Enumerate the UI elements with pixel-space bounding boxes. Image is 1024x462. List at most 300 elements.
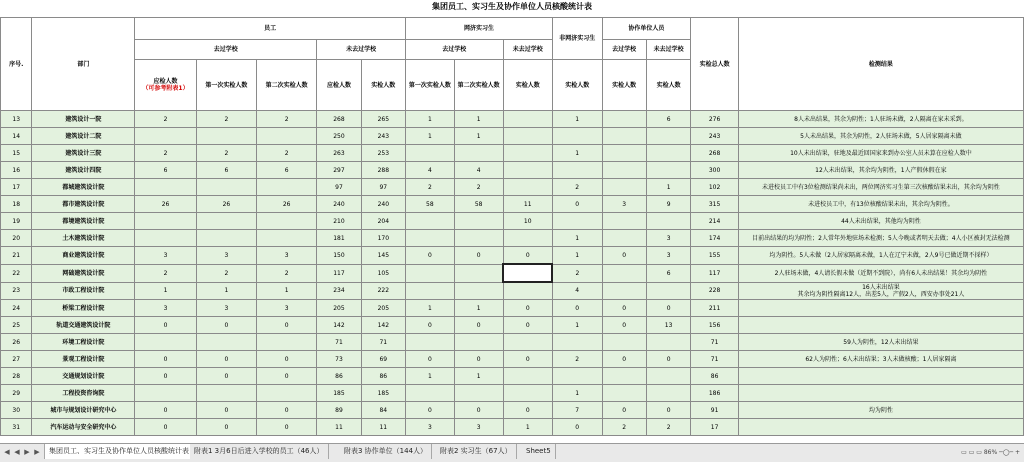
partner-went-cell[interactable] — [602, 213, 646, 230]
dept-cell[interactable]: 工程投资咨询院 — [32, 385, 135, 402]
table-row[interactable] — [1, 334, 1024, 351]
emp-notwent-should-cell[interactable]: 250 — [317, 128, 361, 145]
total-cell[interactable]: 71 — [691, 351, 738, 368]
next-sheet-icon[interactable]: ▶ — [24, 448, 30, 456]
emp-second-cell[interactable]: 6 — [257, 162, 317, 179]
partner-notwent-cell[interactable]: 0 — [646, 300, 691, 317]
emp-should-cell[interactable]: 0 — [135, 419, 197, 436]
partner-went-cell[interactable] — [602, 230, 646, 247]
intern-notwent-cell[interactable]: 0 — [503, 300, 552, 317]
intern-first-cell[interactable]: 3 — [405, 419, 454, 436]
intern-first-cell[interactable]: 1 — [405, 128, 454, 145]
partner-went-cell[interactable] — [602, 282, 646, 300]
emp-notwent-actual-cell[interactable]: 265 — [361, 111, 405, 128]
non-intern-cell[interactable]: 0 — [552, 196, 602, 213]
intern-first-cell[interactable] — [405, 145, 454, 162]
intern-notwent-cell[interactable]: 1 — [503, 419, 552, 436]
emp-notwent-should-cell[interactable]: 234 — [317, 282, 361, 300]
total-cell[interactable]: 91 — [691, 402, 738, 419]
emp-notwent-should-cell[interactable]: 71 — [317, 334, 361, 351]
emp-should-cell[interactable] — [135, 213, 197, 230]
table-body[interactable] — [1, 111, 1024, 436]
dept-cell[interactable]: 都境建筑设计院 — [32, 213, 135, 230]
emp-notwent-should-cell[interactable]: 205 — [317, 300, 361, 317]
partner-went-cell[interactable] — [602, 111, 646, 128]
total-cell[interactable]: 214 — [691, 213, 738, 230]
emp-second-cell[interactable] — [257, 334, 317, 351]
intern-first-cell[interactable] — [405, 282, 454, 300]
partner-notwent-cell[interactable]: 0 — [646, 402, 691, 419]
intern-notwent-cell[interactable] — [503, 230, 552, 247]
emp-second-cell[interactable] — [257, 128, 317, 145]
dept-cell[interactable]: 建筑设计一院 — [32, 111, 135, 128]
result-cell[interactable]: 5人未出结果，其余为阴性，2人驻场未做，5人居家隔离未做 — [738, 128, 1023, 145]
total-cell[interactable]: 243 — [691, 128, 738, 145]
seq-cell[interactable]: 21 — [1, 247, 32, 265]
table-row[interactable] — [1, 317, 1024, 334]
intern-first-cell[interactable] — [405, 385, 454, 402]
seq-cell[interactable]: 23 — [1, 282, 32, 300]
partner-went-cell[interactable] — [602, 162, 646, 179]
non-intern-cell[interactable]: 0 — [552, 419, 602, 436]
emp-should-cell[interactable]: 2 — [135, 145, 197, 162]
emp-should-cell[interactable]: 2 — [135, 111, 197, 128]
emp-notwent-should-cell[interactable]: 185 — [317, 385, 361, 402]
table-row[interactable] — [1, 145, 1024, 162]
result-cell[interactable]: 59人为阴性，12人未出结果 — [738, 334, 1023, 351]
result-cell[interactable]: 12人未出结果，其余均为阴性，1人产假休假在家 — [738, 162, 1023, 179]
emp-notwent-should-cell[interactable]: 210 — [317, 213, 361, 230]
partner-went-cell[interactable] — [602, 128, 646, 145]
partner-notwent-cell[interactable]: 3 — [646, 247, 691, 265]
emp-should-cell[interactable]: 6 — [135, 162, 197, 179]
total-cell[interactable]: 276 — [691, 111, 738, 128]
emp-should-cell[interactable]: 26 — [135, 196, 197, 213]
result-cell[interactable]: 8人未出结果，其余为阴性；1人驻场未做，2人隔离在家未采到。 — [738, 111, 1023, 128]
tab-appendix-1[interactable]: 附表1 3月6日后进入学校的员工（46人） — [190, 444, 329, 459]
intern-second-cell[interactable]: 0 — [454, 402, 503, 419]
table-row[interactable] — [1, 300, 1024, 317]
table-row[interactable] — [1, 196, 1024, 213]
partner-went-cell[interactable] — [602, 145, 646, 162]
emp-first-cell[interactable]: 26 — [196, 196, 256, 213]
sheet-tab-bar[interactable] — [0, 443, 1024, 462]
seq-cell[interactable]: 20 — [1, 230, 32, 247]
result-cell[interactable] — [738, 385, 1023, 402]
dept-cell[interactable]: 景观工程设计院 — [32, 351, 135, 368]
emp-notwent-actual-cell[interactable]: 288 — [361, 162, 405, 179]
partner-notwent-cell[interactable]: 0 — [646, 351, 691, 368]
emp-first-cell[interactable]: 1 — [196, 282, 256, 300]
emp-should-cell[interactable]: 0 — [135, 351, 197, 368]
tab-appendix-2[interactable]: 附表2 实习生（67人） — [436, 444, 517, 459]
emp-notwent-actual-cell[interactable]: 222 — [361, 282, 405, 300]
intern-second-cell[interactable] — [454, 230, 503, 247]
last-sheet-icon[interactable]: ▶ — [34, 448, 40, 456]
emp-notwent-should-cell[interactable]: 268 — [317, 111, 361, 128]
intern-first-cell[interactable]: 0 — [405, 351, 454, 368]
non-intern-cell[interactable]: 1 — [552, 317, 602, 334]
intern-second-cell[interactable]: 1 — [454, 111, 503, 128]
emp-first-cell[interactable] — [196, 334, 256, 351]
table-row[interactable] — [1, 282, 1024, 300]
total-cell[interactable]: 186 — [691, 385, 738, 402]
non-intern-cell[interactable]: 2 — [552, 351, 602, 368]
table-row[interactable] — [1, 368, 1024, 385]
zoom-control[interactable]: ▭ ▭ ▭ 86% ─◯─ + — [961, 449, 1020, 456]
statistics-table[interactable] — [0, 17, 1024, 436]
non-intern-cell[interactable]: 4 — [552, 282, 602, 300]
emp-notwent-should-cell[interactable]: 297 — [317, 162, 361, 179]
partner-went-cell[interactable]: 0 — [602, 317, 646, 334]
emp-notwent-should-cell[interactable]: 97 — [317, 179, 361, 196]
intern-first-cell[interactable]: 4 — [405, 162, 454, 179]
dept-cell[interactable]: 轨道交通建筑设计院 — [32, 317, 135, 334]
emp-notwent-should-cell[interactable]: 263 — [317, 145, 361, 162]
emp-should-cell[interactable] — [135, 334, 197, 351]
total-cell[interactable]: 117 — [691, 264, 738, 282]
intern-second-cell[interactable] — [454, 213, 503, 230]
emp-should-cell[interactable]: 2 — [135, 264, 197, 282]
emp-should-cell[interactable] — [135, 128, 197, 145]
table-row[interactable] — [1, 162, 1024, 179]
partner-went-cell[interactable] — [602, 368, 646, 385]
emp-first-cell[interactable]: 3 — [196, 247, 256, 265]
seq-cell[interactable]: 25 — [1, 317, 32, 334]
non-intern-cell[interactable] — [552, 128, 602, 145]
dept-cell[interactable]: 建筑设计二院 — [32, 128, 135, 145]
emp-second-cell[interactable]: 0 — [257, 419, 317, 436]
emp-first-cell[interactable] — [196, 385, 256, 402]
intern-notwent-cell[interactable] — [503, 162, 552, 179]
dept-cell[interactable]: 市政工程设计院 — [32, 282, 135, 300]
emp-notwent-should-cell[interactable]: 89 — [317, 402, 361, 419]
dept-cell[interactable]: 交通规划设计院 — [32, 368, 135, 385]
dept-cell[interactable]: 桥梁工程设计院 — [32, 300, 135, 317]
emp-notwent-actual-cell[interactable]: 86 — [361, 368, 405, 385]
intern-first-cell[interactable]: 0 — [405, 402, 454, 419]
intern-first-cell[interactable]: 0 — [405, 317, 454, 334]
seq-cell[interactable]: 19 — [1, 213, 32, 230]
table-row[interactable] — [1, 128, 1024, 145]
partner-notwent-cell[interactable]: 13 — [646, 317, 691, 334]
partner-went-cell[interactable]: 2 — [602, 419, 646, 436]
dept-cell[interactable]: 都市建筑设计院 — [32, 196, 135, 213]
seq-cell[interactable]: 28 — [1, 368, 32, 385]
partner-went-cell[interactable]: 3 — [602, 196, 646, 213]
seq-cell[interactable]: 24 — [1, 300, 32, 317]
emp-should-cell[interactable] — [135, 230, 197, 247]
emp-notwent-actual-cell[interactable]: 11 — [361, 419, 405, 436]
emp-notwent-actual-cell[interactable]: 145 — [361, 247, 405, 265]
intern-notwent-cell[interactable] — [503, 179, 552, 196]
intern-first-cell[interactable] — [405, 213, 454, 230]
emp-second-cell[interactable] — [257, 179, 317, 196]
result-cell[interactable] — [738, 317, 1023, 334]
emp-first-cell[interactable] — [196, 213, 256, 230]
table-row[interactable] — [1, 351, 1024, 368]
partner-notwent-cell[interactable]: 2 — [646, 419, 691, 436]
total-cell[interactable]: 315 — [691, 196, 738, 213]
non-intern-cell[interactable] — [552, 368, 602, 385]
emp-second-cell[interactable]: 26 — [257, 196, 317, 213]
prev-sheet-icon[interactable]: ◀ — [14, 448, 20, 456]
non-intern-cell[interactable]: 1 — [552, 247, 602, 265]
total-cell[interactable]: 156 — [691, 317, 738, 334]
total-cell[interactable]: 211 — [691, 300, 738, 317]
result-cell[interactable]: 未进校员工中，有13位核酸结果未出，其余均为阴性。 — [738, 196, 1023, 213]
emp-notwent-should-cell[interactable]: 150 — [317, 247, 361, 265]
intern-second-cell[interactable]: 1 — [454, 368, 503, 385]
partner-notwent-cell[interactable] — [646, 282, 691, 300]
emp-notwent-actual-cell[interactable]: 84 — [361, 402, 405, 419]
seq-cell[interactable]: 15 — [1, 145, 32, 162]
non-intern-cell[interactable]: 2 — [552, 264, 602, 282]
result-cell[interactable]: 均为阴性 — [738, 402, 1023, 419]
emp-second-cell[interactable]: 0 — [257, 317, 317, 334]
dept-cell[interactable]: 环境工程设计院 — [32, 334, 135, 351]
tab-appendix-3[interactable]: 附表3 协作单位（144人） — [340, 444, 432, 459]
dept-cell[interactable]: 都城建筑设计院 — [32, 179, 135, 196]
emp-should-cell[interactable]: 0 — [135, 317, 197, 334]
table-row[interactable] — [1, 213, 1024, 230]
total-cell[interactable]: 155 — [691, 247, 738, 265]
result-cell[interactable] — [738, 300, 1023, 317]
emp-first-cell[interactable]: 2 — [196, 145, 256, 162]
intern-notwent-cell[interactable] — [503, 111, 552, 128]
seq-cell[interactable]: 13 — [1, 111, 32, 128]
first-sheet-icon[interactable]: ◀ — [4, 448, 10, 456]
non-intern-cell[interactable]: 0 — [552, 300, 602, 317]
intern-second-cell[interactable]: 58 — [454, 196, 503, 213]
emp-notwent-actual-cell[interactable]: 105 — [361, 264, 405, 282]
partner-notwent-cell[interactable] — [646, 334, 691, 351]
intern-notwent-cell[interactable]: 10 — [503, 213, 552, 230]
dept-cell[interactable]: 城市与规划设计研究中心 — [32, 402, 135, 419]
emp-notwent-actual-cell[interactable]: 97 — [361, 179, 405, 196]
total-cell[interactable]: 102 — [691, 179, 738, 196]
intern-second-cell[interactable]: 0 — [454, 247, 503, 265]
non-intern-cell[interactable]: 1 — [552, 385, 602, 402]
partner-notwent-cell[interactable] — [646, 145, 691, 162]
seq-cell[interactable]: 22 — [1, 264, 32, 282]
emp-should-cell[interactable] — [135, 179, 197, 196]
seq-cell[interactable]: 26 — [1, 334, 32, 351]
intern-second-cell[interactable] — [454, 334, 503, 351]
dept-cell[interactable]: 建筑设计三院 — [32, 145, 135, 162]
emp-first-cell[interactable] — [196, 179, 256, 196]
intern-notwent-cell[interactable] — [503, 264, 552, 282]
emp-second-cell[interactable]: 3 — [257, 300, 317, 317]
emp-second-cell[interactable]: 1 — [257, 282, 317, 300]
intern-notwent-cell[interactable]: 0 — [503, 402, 552, 419]
emp-notwent-should-cell[interactable]: 11 — [317, 419, 361, 436]
seq-cell[interactable]: 18 — [1, 196, 32, 213]
emp-should-cell[interactable]: 0 — [135, 402, 197, 419]
partner-notwent-cell[interactable]: 3 — [646, 230, 691, 247]
non-intern-cell[interactable]: 7 — [552, 402, 602, 419]
intern-second-cell[interactable]: 1 — [454, 300, 503, 317]
partner-went-cell[interactable]: 0 — [602, 351, 646, 368]
partner-went-cell[interactable] — [602, 334, 646, 351]
emp-should-cell[interactable]: 1 — [135, 282, 197, 300]
result-cell[interactable] — [738, 368, 1023, 385]
seq-cell[interactable]: 29 — [1, 385, 32, 402]
intern-second-cell[interactable]: 3 — [454, 419, 503, 436]
non-intern-cell[interactable]: 1 — [552, 145, 602, 162]
emp-notwent-should-cell[interactable]: 117 — [317, 264, 361, 282]
emp-second-cell[interactable] — [257, 385, 317, 402]
intern-notwent-cell[interactable]: 0 — [503, 247, 552, 265]
seq-cell[interactable]: 17 — [1, 179, 32, 196]
partner-went-cell[interactable]: 0 — [602, 300, 646, 317]
intern-first-cell[interactable]: 2 — [405, 179, 454, 196]
intern-first-cell[interactable]: 1 — [405, 111, 454, 128]
total-cell[interactable]: 86 — [691, 368, 738, 385]
table-row[interactable] — [1, 179, 1024, 196]
emp-first-cell[interactable]: 0 — [196, 351, 256, 368]
emp-notwent-should-cell[interactable]: 240 — [317, 196, 361, 213]
intern-second-cell[interactable] — [454, 385, 503, 402]
intern-notwent-cell[interactable] — [503, 145, 552, 162]
emp-first-cell[interactable]: 0 — [196, 317, 256, 334]
total-cell[interactable]: 300 — [691, 162, 738, 179]
result-cell[interactable]: 62人为阴性；6人未出结果；3人未做核酸；1人居家隔离 — [738, 351, 1023, 368]
non-intern-cell[interactable]: 2 — [552, 179, 602, 196]
emp-first-cell[interactable] — [196, 230, 256, 247]
emp-second-cell[interactable] — [257, 213, 317, 230]
emp-second-cell[interactable]: 3 — [257, 247, 317, 265]
dept-cell[interactable]: 网础建筑设计院 — [32, 264, 135, 282]
emp-notwent-actual-cell[interactable]: 205 — [361, 300, 405, 317]
intern-first-cell[interactable] — [405, 264, 454, 282]
emp-notwent-should-cell[interactable]: 86 — [317, 368, 361, 385]
table-row[interactable] — [1, 230, 1024, 247]
non-intern-cell[interactable] — [552, 334, 602, 351]
emp-first-cell[interactable]: 0 — [196, 419, 256, 436]
tab-main-statistics[interactable]: 集团员工、实习生及协作单位人员核酸统计表 — [44, 444, 194, 459]
emp-notwent-actual-cell[interactable]: 170 — [361, 230, 405, 247]
table-row[interactable] — [1, 247, 1024, 265]
result-cell[interactable]: 10人未出结果，驻地及最近回国家来到办公室人员未算在应检人数中 — [738, 145, 1023, 162]
partner-went-cell[interactable]: 0 — [602, 247, 646, 265]
intern-notwent-cell[interactable] — [503, 128, 552, 145]
emp-notwent-actual-cell[interactable]: 253 — [361, 145, 405, 162]
intern-second-cell[interactable] — [454, 264, 503, 282]
table-row[interactable] — [1, 264, 1024, 282]
dept-cell[interactable]: 土木建筑设计院 — [32, 230, 135, 247]
partner-notwent-cell[interactable]: 6 — [646, 264, 691, 282]
non-intern-cell[interactable]: 1 — [552, 230, 602, 247]
intern-notwent-cell[interactable] — [503, 368, 552, 385]
emp-notwent-actual-cell[interactable]: 243 — [361, 128, 405, 145]
intern-notwent-cell[interactable]: 0 — [503, 351, 552, 368]
partner-notwent-cell[interactable]: 1 — [646, 179, 691, 196]
intern-first-cell[interactable]: 58 — [405, 196, 454, 213]
intern-second-cell[interactable] — [454, 145, 503, 162]
tab-sheet5[interactable]: Sheet5 — [522, 444, 556, 459]
emp-first-cell[interactable] — [196, 128, 256, 145]
result-cell[interactable]: 44人未出结果，其他均为阴性 — [738, 213, 1023, 230]
intern-second-cell[interactable] — [454, 282, 503, 300]
intern-first-cell[interactable]: 0 — [405, 247, 454, 265]
table-row[interactable] — [1, 402, 1024, 419]
non-intern-cell[interactable] — [552, 162, 602, 179]
seq-cell[interactable]: 30 — [1, 402, 32, 419]
table-row[interactable] — [1, 111, 1024, 128]
partner-notwent-cell[interactable] — [646, 385, 691, 402]
result-cell[interactable]: 16人未出结果 其余均为阴性隔离12人，出差5人，产假2人，西安办事处21人 — [738, 282, 1023, 300]
result-cell[interactable]: 2人驻场未做，4人请长假未做（近期不到院），尚有6人未出结果！其余均为阴性 — [738, 264, 1023, 282]
emp-second-cell[interactable]: 0 — [257, 402, 317, 419]
intern-notwent-cell[interactable]: 11 — [503, 196, 552, 213]
emp-notwent-actual-cell[interactable]: 142 — [361, 317, 405, 334]
partner-notwent-cell[interactable] — [646, 128, 691, 145]
intern-second-cell[interactable]: 0 — [454, 317, 503, 334]
emp-second-cell[interactable]: 2 — [257, 264, 317, 282]
intern-notwent-cell[interactable] — [503, 282, 552, 300]
partner-went-cell[interactable] — [602, 385, 646, 402]
intern-second-cell[interactable]: 2 — [454, 179, 503, 196]
emp-first-cell[interactable]: 3 — [196, 300, 256, 317]
partner-notwent-cell[interactable]: 9 — [646, 196, 691, 213]
seq-cell[interactable]: 31 — [1, 419, 32, 436]
result-cell[interactable] — [738, 419, 1023, 436]
intern-notwent-cell[interactable]: 0 — [503, 317, 552, 334]
emp-notwent-actual-cell[interactable]: 185 — [361, 385, 405, 402]
partner-notwent-cell[interactable]: 6 — [646, 111, 691, 128]
intern-first-cell[interactable]: 1 — [405, 300, 454, 317]
emp-notwent-actual-cell[interactable]: 71 — [361, 334, 405, 351]
emp-second-cell[interactable] — [257, 230, 317, 247]
intern-first-cell[interactable] — [405, 230, 454, 247]
total-cell[interactable]: 228 — [691, 282, 738, 300]
emp-second-cell[interactable]: 0 — [257, 368, 317, 385]
dept-cell[interactable]: 商业建筑设计院 — [32, 247, 135, 265]
intern-second-cell[interactable]: 4 — [454, 162, 503, 179]
total-cell[interactable]: 174 — [691, 230, 738, 247]
total-cell[interactable]: 71 — [691, 334, 738, 351]
emp-should-cell[interactable]: 3 — [135, 300, 197, 317]
non-intern-cell[interactable]: 1 — [552, 111, 602, 128]
emp-notwent-actual-cell[interactable]: 240 — [361, 196, 405, 213]
partner-notwent-cell[interactable] — [646, 368, 691, 385]
seq-cell[interactable]: 27 — [1, 351, 32, 368]
intern-first-cell[interactable] — [405, 334, 454, 351]
table-row[interactable] — [1, 385, 1024, 402]
result-cell[interactable]: 目前出结果的均为阴性；2人常年外地驻场未检测；5人今晚或者明天去做；4人小区被封无法检测 — [738, 230, 1023, 247]
partner-went-cell[interactable] — [602, 179, 646, 196]
emp-should-cell[interactable] — [135, 385, 197, 402]
seq-cell[interactable]: 14 — [1, 128, 32, 145]
intern-second-cell[interactable]: 1 — [454, 128, 503, 145]
dept-cell[interactable]: 汽车运动与安全研究中心 — [32, 419, 135, 436]
emp-first-cell[interactable]: 0 — [196, 368, 256, 385]
partner-notwent-cell[interactable] — [646, 213, 691, 230]
emp-second-cell[interactable]: 2 — [257, 145, 317, 162]
emp-first-cell[interactable]: 0 — [196, 402, 256, 419]
partner-notwent-cell[interactable] — [646, 162, 691, 179]
result-cell[interactable]: 未进校员工中有3位检测结果尚未出，两位网济实习生第三次核酸结果未出，其余均为阴性 — [738, 179, 1023, 196]
intern-notwent-cell[interactable] — [503, 334, 552, 351]
emp-notwent-actual-cell[interactable]: 204 — [361, 213, 405, 230]
emp-notwent-should-cell[interactable]: 73 — [317, 351, 361, 368]
total-cell[interactable]: 17 — [691, 419, 738, 436]
total-cell[interactable]: 268 — [691, 145, 738, 162]
emp-notwent-should-cell[interactable]: 181 — [317, 230, 361, 247]
emp-first-cell[interactable]: 2 — [196, 111, 256, 128]
emp-second-cell[interactable]: 2 — [257, 111, 317, 128]
